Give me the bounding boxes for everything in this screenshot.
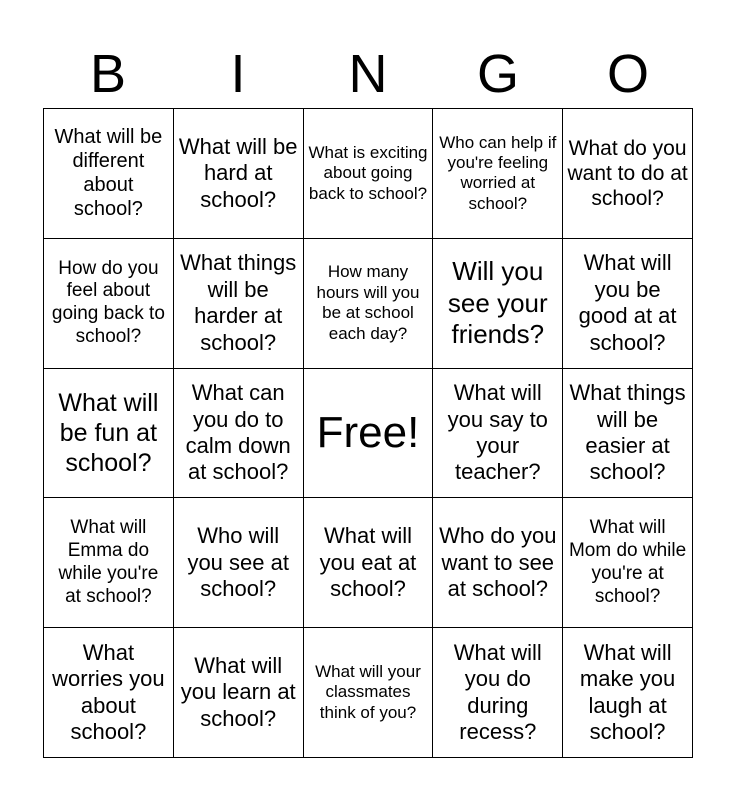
bingo-cell[interactable] (433, 628, 563, 758)
bingo-cell[interactable] (44, 369, 174, 499)
cell-text: What will Mom do while you're at school? (568, 517, 687, 607)
bingo-cell[interactable] (44, 109, 174, 239)
cell-text: What will be different about school? (54, 126, 163, 221)
cell-text: What will be fun at school? (58, 388, 159, 477)
bingo-cell[interactable] (304, 628, 434, 758)
bingo-cell[interactable] (44, 628, 174, 758)
bingo-cell[interactable] (174, 369, 304, 499)
cell-text: What do you want to do at school? (567, 136, 688, 210)
cell-text: Who can help if you're feeling worried at school? (439, 132, 557, 213)
cell-text: Who do you want to see at school? (439, 523, 557, 601)
header-letter-b: B (89, 44, 127, 104)
cell-text: What things will be harder at school? (180, 250, 297, 355)
bingo-cell[interactable] (174, 109, 304, 239)
free-space-label: Free! (316, 407, 420, 457)
bingo-cell[interactable] (433, 109, 563, 239)
cell-text: How do you feel about going back to school? (51, 257, 165, 347)
bingo-cell[interactable] (44, 239, 174, 369)
header-letter-o: O (606, 44, 649, 104)
cell-text: What is exciting about going back to school? (308, 142, 428, 203)
bingo-cell[interactable] (174, 239, 304, 369)
bingo-cell[interactable] (304, 239, 434, 369)
bingo-cell[interactable] (433, 239, 563, 369)
bingo-cell[interactable] (174, 628, 304, 758)
header-letter-n: N (348, 44, 388, 104)
bingo-cell[interactable] (563, 239, 693, 369)
header-letter-g: G (476, 44, 519, 104)
bingo-header (43, 42, 693, 106)
bingo-cell[interactable] (433, 369, 563, 499)
bingo-cell[interactable] (304, 498, 434, 628)
cell-text: What will you learn at school? (180, 653, 296, 731)
cell-text: What can you do to calm down at school? (185, 380, 291, 485)
cell-text: What will Emma do while you're at school? (58, 517, 159, 607)
cell-text: What will make you laugh at school? (579, 639, 676, 744)
bingo-cell[interactable] (44, 498, 174, 628)
cell-text: What worries you about school? (52, 639, 165, 744)
bingo-cell[interactable] (563, 109, 693, 239)
cell-text: What things will be easier at school? (569, 380, 686, 485)
bingo-board (43, 108, 693, 758)
bingo-cell[interactable] (433, 498, 563, 628)
cell-text: What will you do during recess? (453, 639, 542, 744)
cell-text: What will you eat at school? (319, 523, 417, 601)
cell-text: Who will you see at school? (187, 523, 289, 601)
bingo-cell[interactable] (563, 498, 693, 628)
cell-text: What will you say to your teacher? (447, 380, 548, 485)
cell-text: How many hours will you be at school each day? (316, 262, 420, 343)
bingo-cell[interactable] (174, 498, 304, 628)
bingo-cell[interactable] (563, 369, 693, 499)
cell-text: What will you be good at at school? (578, 250, 677, 355)
bingo-cell[interactable] (304, 109, 434, 239)
cell-text: What will your classmates think of you? (315, 662, 421, 722)
bingo-cell[interactable] (563, 628, 693, 758)
free-space[interactable] (304, 369, 434, 499)
cell-text: Will you see your friends? (447, 256, 548, 349)
cell-text: What will be hard at school? (178, 133, 298, 212)
header-letter-i: I (230, 44, 246, 104)
